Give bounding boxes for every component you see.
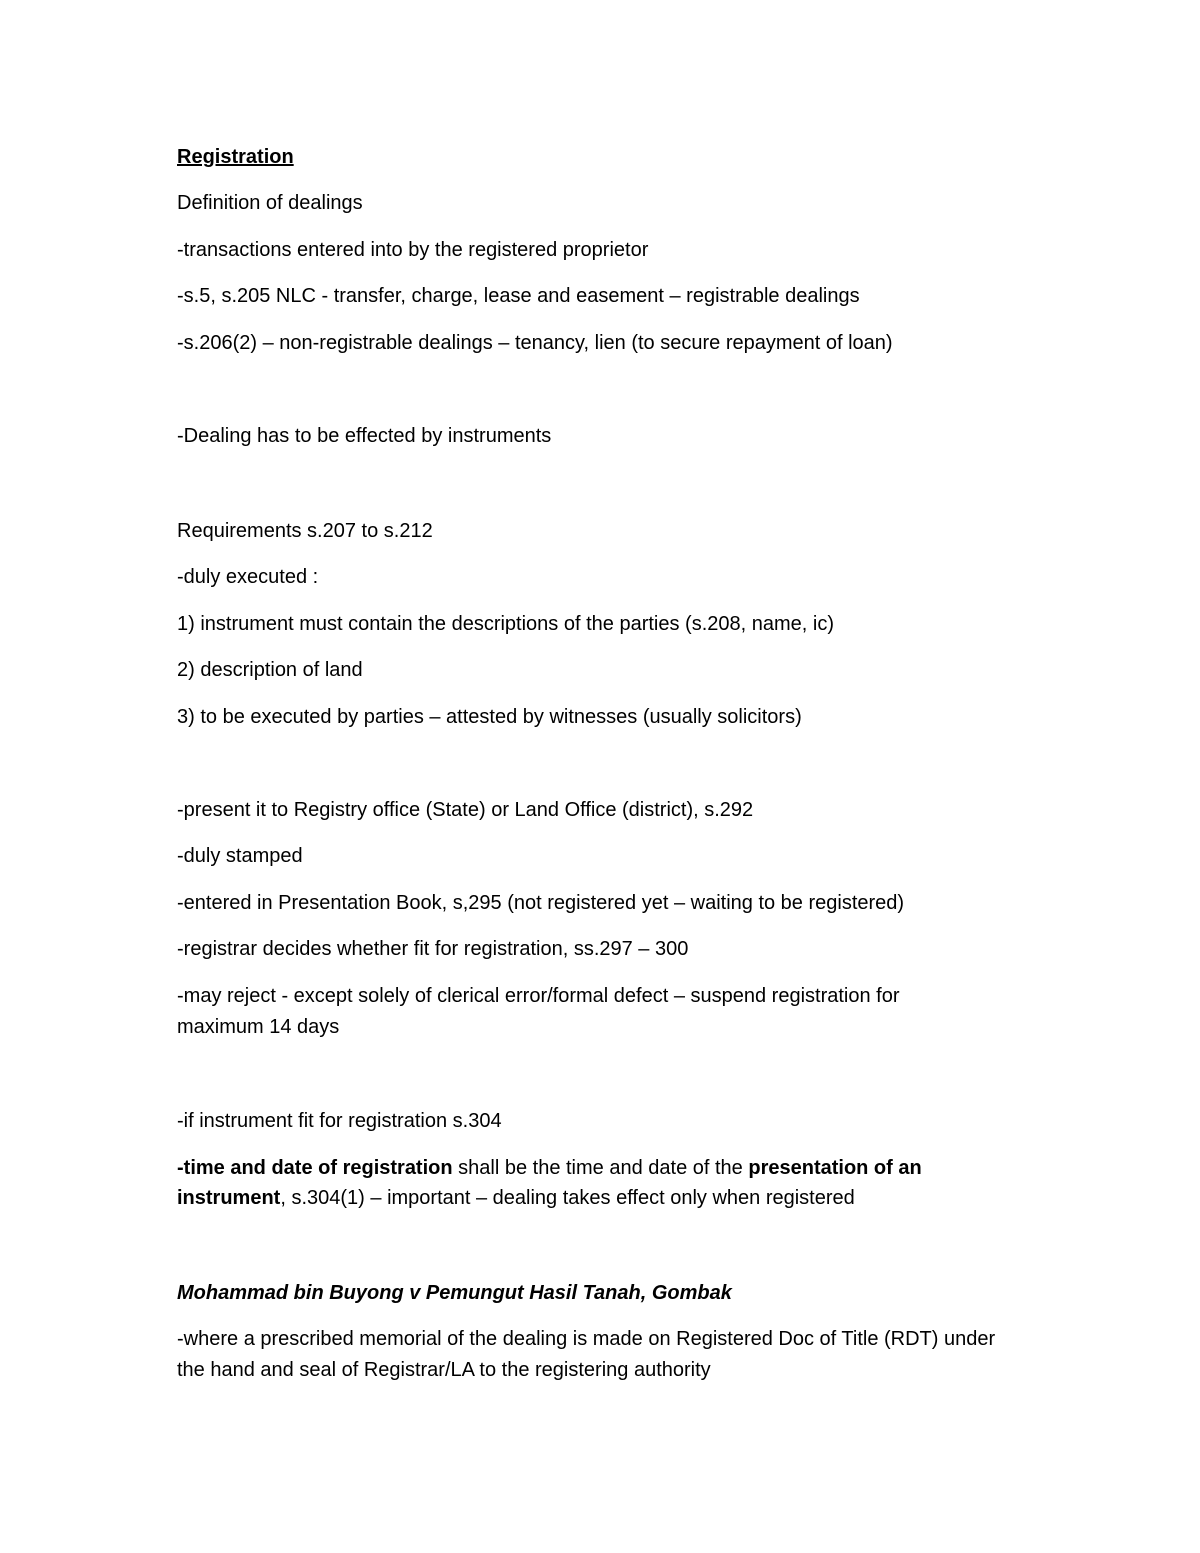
text-line: -duly executed : xyxy=(177,566,319,588)
text-line: 2) description of land xyxy=(177,659,363,681)
bold-text: presentation of an xyxy=(748,1157,922,1179)
page-title: Registration xyxy=(177,146,294,168)
text-line: Requirements s.207 to s.212 xyxy=(177,520,433,542)
text-line xyxy=(177,1183,1077,1213)
case-name: Mohammad bin Buyong v Pemungut Hasil Tanah, Gombak xyxy=(177,1282,732,1304)
text-line: -where a prescribed memorial of the dealing is made on Registered Doc of Title (RDT) under xyxy=(177,1328,996,1350)
bold-text: -time and date of registration xyxy=(177,1157,453,1179)
text-line: -s.206(2) – non-registrable dealings – tenancy, lien (to secure repayment of loan) xyxy=(177,332,893,354)
text-line: -entered in Presentation Book, s,295 (not registered yet – waiting to be registered) xyxy=(177,892,905,914)
text-span: shall be the time and date of the xyxy=(452,1157,749,1179)
text-line: -duly stamped xyxy=(177,845,303,867)
text-line: -s.5, s.205 NLC - transfer, charge, lease and easement – registrable dealings xyxy=(177,285,860,307)
text-span: , s.304(1) – important – dealing takes effect only when registered xyxy=(280,1187,855,1209)
text-line: -may reject - except solely of clerical error/formal defect – suspend registration for xyxy=(177,985,900,1007)
text-line: -if instrument fit for registration s.304 xyxy=(177,1110,502,1132)
text-line: 3) to be executed by parties – attested by witnesses (usually solicitors) xyxy=(177,706,802,728)
text-line: -present it to Registry office (State) or Land Office (district), s.292 xyxy=(177,799,754,821)
text-line: maximum 14 days xyxy=(177,1016,340,1038)
text-line: -Dealing has to be effected by instruments xyxy=(177,425,552,447)
text-line: Definition of dealings xyxy=(177,192,363,214)
text-line: 1) instrument must contain the descriptions of the parties (s.208, name, ic) xyxy=(177,613,834,635)
text-line: the hand and seal of Registrar/LA to the registering authority xyxy=(177,1359,711,1381)
text-line: -registrar decides whether fit for registration, ss.297 – 300 xyxy=(177,938,689,960)
text-line xyxy=(177,1153,1077,1183)
bold-text: instrument xyxy=(177,1187,281,1209)
text-line: -transactions entered into by the registered proprietor xyxy=(177,239,649,261)
